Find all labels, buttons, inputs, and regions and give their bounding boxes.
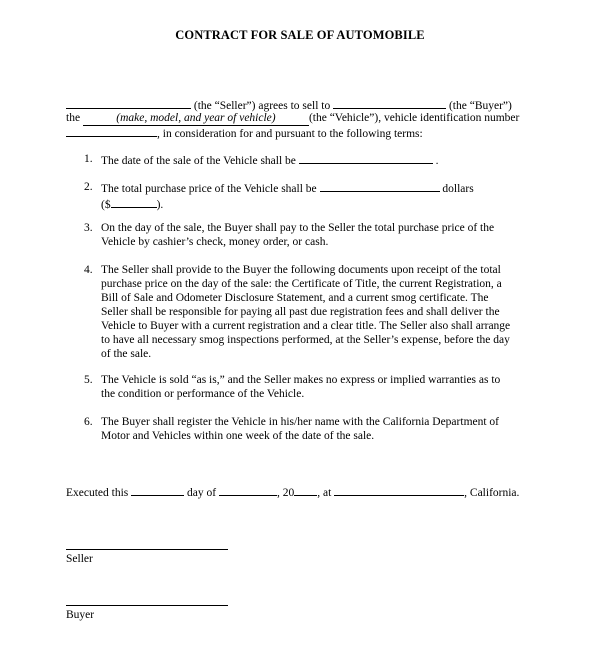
intro-consideration: , in consideration for and pursuant to the following terms: bbox=[157, 128, 423, 140]
price-number-blank[interactable] bbox=[111, 196, 157, 208]
term-1 bbox=[84, 152, 544, 166]
term-text: Motor and Vehicles within one week of the date of the sale. bbox=[101, 430, 375, 442]
term-number: 6. bbox=[84, 416, 93, 428]
term-text: The Vehicle is sold “as is,” and the Seller makes no express or implied warranties as to bbox=[101, 374, 501, 386]
term-number: 3. bbox=[84, 222, 93, 234]
price-words-blank[interactable] bbox=[320, 180, 440, 192]
execution-year-blank[interactable] bbox=[294, 484, 317, 496]
execution-day-blank[interactable] bbox=[131, 484, 184, 496]
term-text: ). bbox=[156, 199, 164, 211]
execution-line bbox=[66, 484, 519, 500]
term-text: Bill of Sale and Odometer Disclosure Statement, and a current smog certificate. The bbox=[101, 292, 489, 304]
term-number: 5. bbox=[84, 374, 93, 386]
term-2 bbox=[84, 180, 544, 211]
sale-date-blank[interactable] bbox=[299, 152, 433, 164]
term-suffix: . bbox=[435, 155, 439, 167]
term-text: The total purchase price of the Vehicle shall be bbox=[101, 183, 317, 195]
intro-line-2 bbox=[66, 111, 519, 126]
vehicle-description-hint: (make, model, and year of vehicle) bbox=[116, 112, 276, 124]
term-number: 1. bbox=[84, 153, 93, 165]
term-3 bbox=[84, 221, 544, 249]
term-6 bbox=[84, 415, 544, 443]
buyer-name-blank[interactable] bbox=[333, 97, 446, 109]
term-text: Seller shall be responsible for paying all past due registration fees and shall deliver the bbox=[101, 306, 500, 318]
term-text: of the sale. bbox=[101, 348, 152, 360]
seller-definition: (the “Seller”) agrees to sell to bbox=[193, 100, 331, 112]
year-prefix-label: , 20 bbox=[276, 487, 295, 499]
seller-signature-line[interactable] bbox=[66, 549, 228, 550]
term-number: 2. bbox=[84, 181, 93, 193]
term-text: The date of the sale of the Vehicle shall be bbox=[101, 155, 296, 167]
seller-name-blank[interactable] bbox=[66, 97, 191, 109]
term-text: The Buyer shall register the Vehicle in his/her name with the California Department of bbox=[101, 416, 500, 428]
term-text: Vehicle by cashier’s check, money order, or cash. bbox=[101, 236, 329, 248]
buyer-signature-label: Buyer bbox=[66, 609, 95, 621]
term-text: The Seller shall provide to the Buyer the following documents upon receipt of the total bbox=[101, 264, 501, 276]
vehicle-definition: (the “Vehicle”), vehicle identification number bbox=[308, 112, 520, 124]
vin-blank[interactable] bbox=[66, 125, 157, 137]
buyer-signature-line[interactable] bbox=[66, 605, 228, 606]
term-text: Vehicle to Buyer with a current registration and a clear title. The Seller also shall arrange bbox=[101, 320, 511, 332]
executed-this-label: Executed this bbox=[66, 487, 129, 499]
state-label: , California. bbox=[464, 487, 520, 499]
day-of-label: day of bbox=[187, 487, 217, 499]
intro-the: the bbox=[66, 112, 81, 124]
term-text: dollars bbox=[442, 183, 474, 195]
term-4 bbox=[84, 263, 544, 361]
intro-line-3 bbox=[66, 125, 423, 141]
seller-signature-label: Seller bbox=[66, 553, 93, 565]
execution-month-blank[interactable] bbox=[219, 484, 277, 496]
term-text: the condition or performance of the Vehicle. bbox=[101, 388, 305, 400]
term-text: ($ bbox=[101, 199, 111, 211]
term-text: On the day of the sale, the Buyer shall pay to the Seller the total purchase price of the bbox=[101, 222, 495, 234]
vehicle-description-blank[interactable] bbox=[83, 111, 309, 126]
term-text: to have all necessary smog inspections performed, at the Seller’s expense, before the day bbox=[101, 334, 510, 346]
document-title: CONTRACT FOR SALE OF AUTOMOBILE bbox=[175, 28, 425, 42]
buyer-definition: (the “Buyer”) bbox=[448, 100, 512, 112]
term-text: purchase price on the day of the sale: the Certificate of Title, the current Registration, a bbox=[101, 278, 502, 290]
execution-city-blank[interactable] bbox=[334, 484, 464, 496]
at-label: , at bbox=[317, 487, 332, 499]
term-number: 4. bbox=[84, 264, 93, 276]
term-5 bbox=[84, 373, 544, 401]
